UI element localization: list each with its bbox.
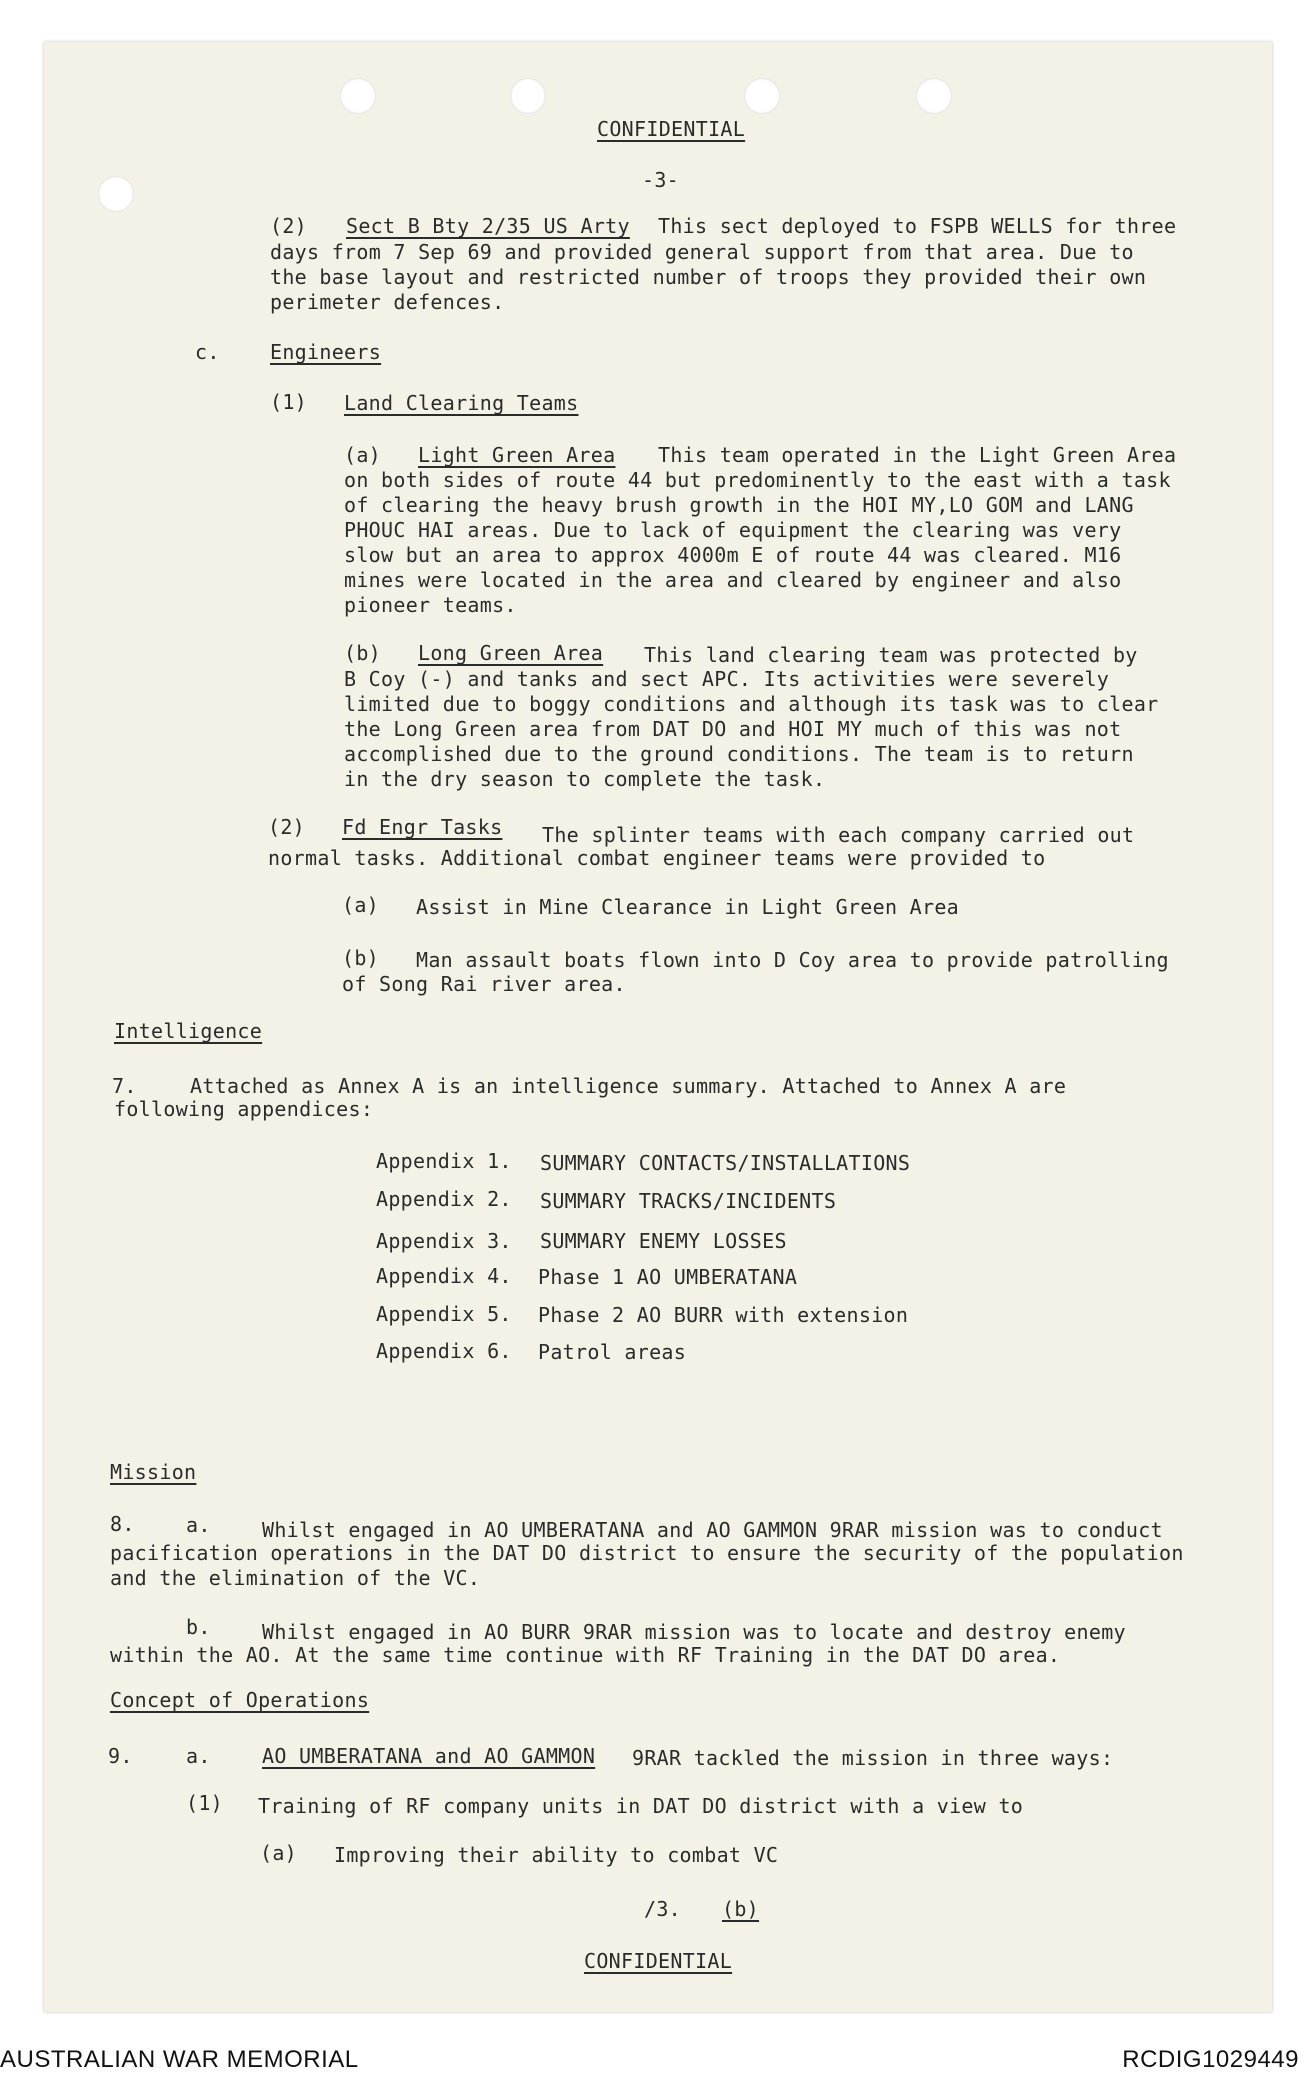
paragraph-line: Whilst engaged in AO UMBERATANA and AO GAMMON 9RAR mission was to conduct (262, 1518, 1163, 1542)
paragraph-line: Whilst engaged in AO BURR 9RAR mission was to locate and destroy enemy (262, 1620, 1126, 1644)
paragraph-line: This land clearing team was protected by (644, 643, 1138, 667)
item-title: Long Green Area (418, 641, 604, 665)
paragraph-line: normal tasks. Additional combat engineer teams were provided to (268, 846, 1046, 870)
section-letter: c. (195, 340, 220, 364)
paragraph-text: days from 7 Sep 69 and provided general support from that area. Due to the base layout and restricted number of troops they provided their own perimeter defences. (270, 240, 1147, 314)
appendix-title: SUMMARY TRACKS/INCIDENTS (540, 1189, 837, 1213)
sub-heading: Fd Engr Tasks (342, 815, 503, 839)
para-letter: a. (186, 1744, 211, 1768)
appendix-label: Appendix 4. (376, 1264, 512, 1288)
section-heading: Mission (110, 1460, 197, 1484)
para-number: (2) (270, 214, 308, 238)
item-title: Light Green Area (418, 443, 616, 467)
paragraph-line: Training of RF company units in DAT DO district with a view to (258, 1794, 1024, 1818)
appendix-label: Appendix 6. (376, 1339, 512, 1363)
para-number: 9. (108, 1744, 133, 1768)
paragraph-line: within the AO. At the same time continue with RF Training in the DAT DO area. (110, 1643, 1061, 1667)
punch-hole (340, 78, 376, 114)
section-heading: Intelligence (114, 1019, 263, 1043)
para-number: (b) (342, 946, 380, 970)
paragraph-line: Attached as Annex A is an intelligence summary. Attached to Annex A are (190, 1074, 1067, 1098)
para-number: 7. (112, 1074, 137, 1098)
para-number: (a) (344, 443, 382, 467)
continuation-next: (b) (722, 1897, 760, 1921)
para-number: 8. (110, 1512, 135, 1536)
appendix-title: SUMMARY ENEMY LOSSES (540, 1229, 787, 1253)
list-item: of Song Rai river area. (342, 972, 626, 996)
page-number: -3- (642, 168, 680, 192)
appendix-label: Appendix 3. (376, 1229, 512, 1253)
paragraph-text: B Coy (-) and tanks and sect APC. Its activities were severely limited due to boggy conditions and although its task was to clear the Long Green area from DAT DO and HOI MY much of this was not accomplished due to the ground conditions. The team is to return in the dry season to complete the task. (344, 667, 1159, 791)
paragraph-line: 9RAR tackled the mission in three ways: (632, 1746, 1114, 1770)
paragraph-line: This sect deployed to FSPB WELLS for three (658, 214, 1177, 238)
paragraph-text: on both sides of route 44 but predominently to the east with a task of clearing the heavy brush growth in the HOI MY,LO GOM and LANG PHOUC HAI areas. Due to lack of equipment the clearing was very slow but an area to approx 4000m E of route 44 was cleared. M16 mines were located in the area and cleared by engineer and also pioneer teams. (344, 468, 1171, 617)
para-number: (1) (270, 390, 308, 414)
paragraph-text: pacification operations in the DAT DO district to ensure the security of the population and the elimination of the VC. (110, 1541, 1184, 1590)
appendix-title: Patrol areas (538, 1340, 687, 1364)
para-number: (a) (260, 1841, 298, 1865)
para-letter: b. (186, 1615, 211, 1639)
para-number: (1) (186, 1791, 224, 1815)
appendix-label: Appendix 5. (376, 1302, 512, 1326)
para-number: (2) (268, 815, 306, 839)
list-item: Assist in Mine Clearance in Light Green Area (416, 895, 960, 919)
section-heading: Engineers (270, 340, 382, 364)
para-number: (a) (342, 893, 380, 917)
punch-hole (510, 78, 546, 114)
item-title: AO UMBERATANA and AO GAMMON (262, 1744, 596, 1768)
para-number: (b) (344, 641, 382, 665)
punch-hole (916, 78, 952, 114)
paragraph-line: Improving their ability to combat VC (334, 1843, 779, 1867)
appendix-title: Phase 2 AO BURR with extension (538, 1303, 909, 1327)
paragraph-line: This team operated in the Light Green Area (658, 443, 1177, 467)
section-title: Sect B Bty 2/35 US Arty (346, 214, 630, 238)
classification-footer: CONFIDENTIAL (584, 1949, 733, 1973)
archive-label-left: AUSTRALIAN WAR MEMORIAL (0, 2046, 359, 2073)
sub-heading: Land Clearing Teams (344, 391, 579, 415)
list-item: Man assault boats flown into D Coy area to provide patrolling (416, 948, 1169, 972)
classification-header: CONFIDENTIAL (597, 117, 746, 141)
appendix-title: Phase 1 AO UMBERATANA (538, 1265, 798, 1289)
appendix-label: Appendix 2. (376, 1187, 512, 1211)
paragraph-line: following appendices: (114, 1097, 374, 1121)
continuation-page: /3. (644, 1897, 682, 1921)
punch-hole (98, 176, 134, 212)
appendix-label: Appendix 1. (376, 1149, 512, 1173)
punch-hole (744, 78, 780, 114)
archive-label-right: RCDIG1029449 (1122, 2046, 1299, 2073)
paragraph-line: The splinter teams with each company carried out (542, 823, 1135, 847)
section-heading: Concept of Operations (110, 1688, 370, 1712)
appendix-title: SUMMARY CONTACTS/INSTALLATIONS (540, 1151, 911, 1175)
para-letter: a. (186, 1513, 211, 1537)
